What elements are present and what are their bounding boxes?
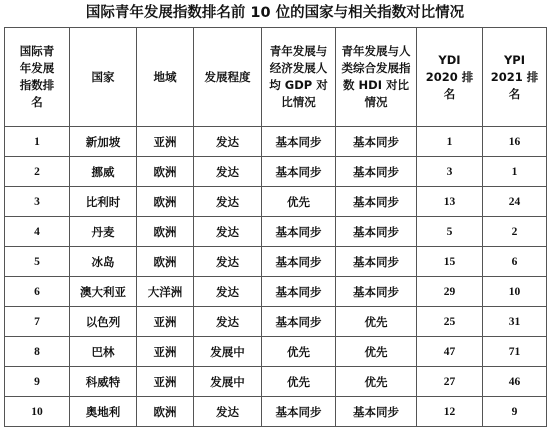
table-row bbox=[5, 367, 547, 397]
cell-hdi: 基本同步 bbox=[336, 247, 417, 277]
cell-ydi: 25 bbox=[417, 307, 483, 337]
cell-region: 大洋洲 bbox=[137, 277, 194, 307]
cell-ypi: 31 bbox=[483, 307, 547, 337]
cell-level: 发达 bbox=[194, 307, 262, 337]
cell-hdi: 基本同步 bbox=[336, 397, 417, 427]
cell-hdi: 基本同步 bbox=[336, 277, 417, 307]
table-row bbox=[5, 127, 547, 157]
cell-region: 欧洲 bbox=[137, 397, 194, 427]
cell-region: 欧洲 bbox=[137, 247, 194, 277]
cell-hdi: 优先 bbox=[336, 367, 417, 397]
cell-ypi: 16 bbox=[483, 127, 547, 157]
cell-gdp: 优先 bbox=[262, 367, 336, 397]
cell-ydi: 13 bbox=[417, 187, 483, 217]
cell-level: 发达 bbox=[194, 127, 262, 157]
cell-gdp: 基本同步 bbox=[262, 307, 336, 337]
cell-gdp: 基本同步 bbox=[262, 217, 336, 247]
cell-rank: 5 bbox=[5, 247, 70, 277]
header-ydi: YDI 2020 排名 bbox=[417, 28, 483, 127]
cell-gdp: 优先 bbox=[262, 337, 336, 367]
cell-ypi: 71 bbox=[483, 337, 547, 367]
cell-ypi: 2 bbox=[483, 217, 547, 247]
cell-gdp: 基本同步 bbox=[262, 157, 336, 187]
cell-level: 发达 bbox=[194, 157, 262, 187]
cell-level: 发达 bbox=[194, 397, 262, 427]
header-region: 地域 bbox=[137, 28, 194, 127]
cell-region: 亚洲 bbox=[137, 367, 194, 397]
table-row bbox=[5, 307, 547, 337]
cell-ydi: 27 bbox=[417, 367, 483, 397]
table-row bbox=[5, 337, 547, 367]
cell-ydi: 15 bbox=[417, 247, 483, 277]
cell-level: 发达 bbox=[194, 247, 262, 277]
cell-level: 发达 bbox=[194, 187, 262, 217]
table-row bbox=[5, 277, 547, 307]
cell-country: 巴林 bbox=[70, 337, 137, 367]
cell-region: 亚洲 bbox=[137, 337, 194, 367]
cell-rank: 1 bbox=[5, 127, 70, 157]
table-row bbox=[5, 217, 547, 247]
header-rank: 国际青年发展指数排名 bbox=[5, 28, 70, 127]
cell-rank: 3 bbox=[5, 187, 70, 217]
cell-hdi: 优先 bbox=[336, 337, 417, 367]
cell-ydi: 5 bbox=[417, 217, 483, 247]
cell-country: 丹麦 bbox=[70, 217, 137, 247]
cell-level: 发展中 bbox=[194, 367, 262, 397]
cell-hdi: 基本同步 bbox=[336, 127, 417, 157]
cell-ydi: 12 bbox=[417, 397, 483, 427]
cell-level: 发展中 bbox=[194, 337, 262, 367]
cell-ydi: 29 bbox=[417, 277, 483, 307]
ranking-table bbox=[4, 27, 547, 427]
table-row bbox=[5, 157, 547, 187]
header-ypi: YPI 2021 排名 bbox=[483, 28, 547, 127]
cell-gdp: 基本同步 bbox=[262, 127, 336, 157]
cell-country: 新加坡 bbox=[70, 127, 137, 157]
cell-rank: 6 bbox=[5, 277, 70, 307]
cell-ypi: 46 bbox=[483, 367, 547, 397]
header-country: 国家 bbox=[70, 28, 137, 127]
cell-gdp: 基本同步 bbox=[262, 247, 336, 277]
table-row bbox=[5, 187, 547, 217]
table-row bbox=[5, 247, 547, 277]
cell-hdi: 优先 bbox=[336, 307, 417, 337]
cell-rank: 2 bbox=[5, 157, 70, 187]
cell-level: 发达 bbox=[194, 217, 262, 247]
table-title: 国际青年发展指数排名前 10 位的国家与相关指数对比情况 bbox=[85, 5, 465, 21]
cell-country: 澳大利亚 bbox=[70, 277, 137, 307]
cell-ypi: 1 bbox=[483, 157, 547, 187]
cell-region: 欧洲 bbox=[137, 187, 194, 217]
cell-rank: 10 bbox=[5, 397, 70, 427]
cell-country: 冰岛 bbox=[70, 247, 137, 277]
header-hdi: 青年发展与人类综合发展指数 HDI 对比情况 bbox=[336, 28, 417, 127]
cell-country: 以色列 bbox=[70, 307, 137, 337]
cell-region: 亚洲 bbox=[137, 307, 194, 337]
cell-ydi: 1 bbox=[417, 127, 483, 157]
cell-level: 发达 bbox=[194, 277, 262, 307]
cell-ydi: 3 bbox=[417, 157, 483, 187]
cell-ypi: 6 bbox=[483, 247, 547, 277]
cell-region: 亚洲 bbox=[137, 127, 194, 157]
cell-country: 挪威 bbox=[70, 157, 137, 187]
cell-region: 欧洲 bbox=[137, 217, 194, 247]
cell-ypi: 10 bbox=[483, 277, 547, 307]
header-row bbox=[5, 28, 547, 127]
cell-ydi: 47 bbox=[417, 337, 483, 367]
cell-country: 科威特 bbox=[70, 367, 137, 397]
cell-rank: 9 bbox=[5, 367, 70, 397]
cell-gdp: 基本同步 bbox=[262, 277, 336, 307]
cell-gdp: 基本同步 bbox=[262, 397, 336, 427]
cell-hdi: 基本同步 bbox=[336, 217, 417, 247]
cell-hdi: 基本同步 bbox=[336, 157, 417, 187]
table-row bbox=[5, 397, 547, 427]
cell-rank: 4 bbox=[5, 217, 70, 247]
cell-country: 比利时 bbox=[70, 187, 137, 217]
header-gdp: 青年发展与经济发展人均 GDP 对比情况 bbox=[262, 28, 336, 127]
cell-rank: 7 bbox=[5, 307, 70, 337]
cell-rank: 8 bbox=[5, 337, 70, 367]
cell-region: 欧洲 bbox=[137, 157, 194, 187]
cell-ypi: 24 bbox=[483, 187, 547, 217]
cell-ypi: 9 bbox=[483, 397, 547, 427]
header-level: 发展程度 bbox=[194, 28, 262, 127]
cell-gdp: 优先 bbox=[262, 187, 336, 217]
cell-country: 奥地利 bbox=[70, 397, 137, 427]
cell-hdi: 基本同步 bbox=[336, 187, 417, 217]
